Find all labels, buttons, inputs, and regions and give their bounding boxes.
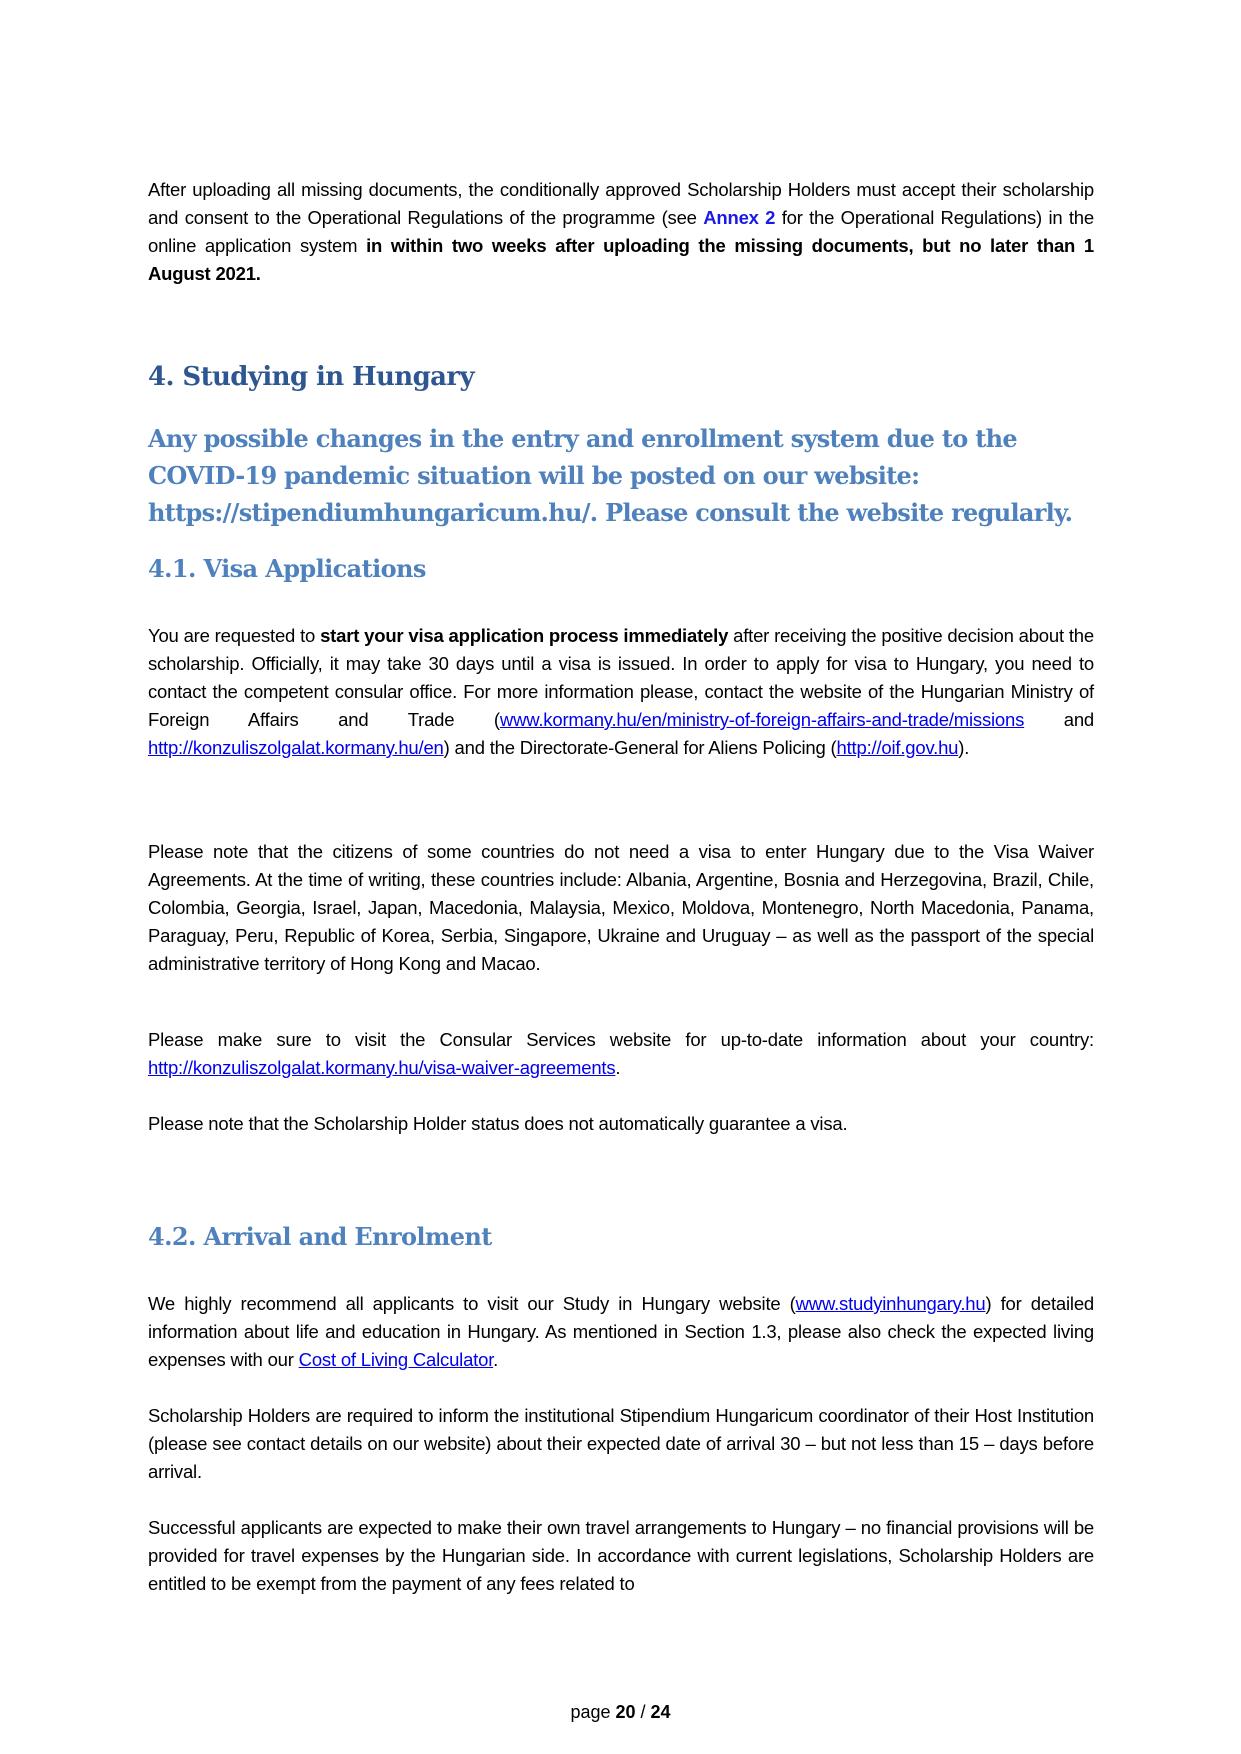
consular-service-link[interactable]: http://konzuliszolgalat.kormany.hu/en [148,737,444,758]
page-number: page 20 / 24 [570,1702,671,1722]
visa-paragraph-3: Please make sure to visit the Consular Services website for up-to-date information about your country: http://konzuliszolgalat.kormany.hu/visa-waiver-agreements. [148,1029,1094,1078]
section-4-2-heading: 4.2. Arrival and Enrolment [148,1222,492,1251]
ministry-missions-link[interactable]: www.kormany.hu/en/ministry-of-foreign-affairs-and-trade/missions [499,709,1025,730]
covid-notice: Any possible changes in the entry and enrollment system due to the COVID-19 pandemic situation will be posted on our website: https://stipendiumhungaricum.hu/. Please consult the website regularly. [148,424,1073,527]
oif-link[interactable]: http://oif.gov.hu [836,737,959,758]
arrival-paragraph-3: Successful applicants are expected to make their own travel arrangements to Hungary – no financial provisions will be provided for travel expenses by the Hungarian side. In accordance with current legislations, Scholarship Holders are entitled to be exempt from the payment of any fees related to [148,1517,1094,1594]
visa-paragraph-1: You are requested to start your visa application process immediately after receiving the positive decision about the scholarship. Officially, it may take 30 days until a visa is issued. In order to apply for visa to Hungary, you need to contact the competent consular office. For more information please, contact the website of the Hungarian Ministry of Foreign Affairs and Trade (www.kormany.hu/en/ministry-of-foreign-affairs-and-trade/missions and http://konzuliszolgalat.kormany.hu/en) and the Directorate-General for Aliens Policing (http://oif.gov.hu). [148,625,1094,758]
arrival-paragraph-2: Scholarship Holders are required to inform the institutional Stipendium Hungaricum coordinator of their Host Institution (please see contact details on our website) about their expected date of arrival 30 – but not less than 15 – days before arrival. [148,1405,1094,1482]
visa-waiver-link[interactable]: http://konzuliszolgalat.kormany.hu/visa-waiver-agreements [148,1057,616,1078]
study-in-hungary-link[interactable]: www.studyinhungary.hu [795,1293,986,1314]
annex-2-link[interactable]: Annex 2 [703,207,776,228]
arrival-paragraph-1: We highly recommend all applicants to visit our Study in Hungary website (www.studyinhungary.hu) for detailed information about life and education in Hungary. As mentioned in Section 1.3, please also check the expected living expenses with our Cost of Living Calculator. [148,1293,1094,1370]
intro-paragraph: After uploading all missing documents, the conditionally approved Scholarship Holders must accept their scholarship and consent to the Operational Regulations of the programme (see Annex 2 for the Operational Regulations) in the online application system in within two weeks after uploading the missing documents, but no later than 1 August 2021. [148,179,1094,284]
section-4-1-heading: 4.1. Visa Applications [148,554,426,583]
cost-of-living-calculator-link[interactable]: Cost of Living Calculator [298,1349,494,1370]
section-4-heading: 4. Studying in Hungary [148,362,475,392]
visa-paragraph-2: Please note that the citizens of some countries do not need a visa to enter Hungary due to the Visa Waiver Agreements. At the time of writing, these countries include: Albania, Argentine, Bosnia and Herzegovina, Brazil, Chile, Colombia, Georgia, Israel, Japan, Macedonia, Malaysia, Mexico, Moldova, Montenegro, North Macedonia, Panama, Paraguay, Peru, Republic of Korea, Serbia, Singapore, Ukraine and Uruguay – as well as the passport of the special administrative territory of Hong Kong and Macao. [148,841,1094,974]
visa-paragraph-4: Please note that the Scholarship Holder status does not automatically guarantee a visa. [148,1113,848,1134]
